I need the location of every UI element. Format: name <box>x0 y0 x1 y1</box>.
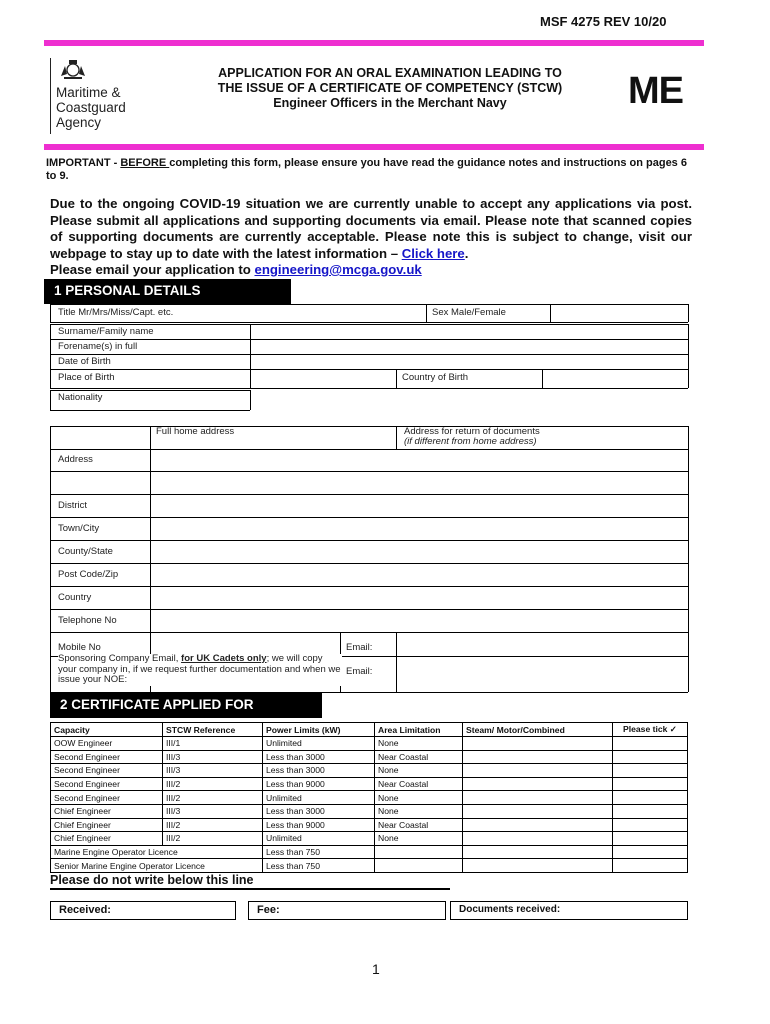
covid-text: Due to the ongoing COVID-19 situation we are currently unable to accept any applications via post. Please submit all applications and supporting documents via email. Please note that scanned copies of supporting documents are currently acceptable. Please note this is subject to change, visit our webpage to stay up to date with the latest information – <box>50 196 692 261</box>
table-row <box>51 818 688 832</box>
cell-tick-checkbox[interactable] <box>613 750 688 764</box>
table-row <box>51 804 688 818</box>
table-row <box>51 859 688 873</box>
cell-stcw: III/3 <box>163 804 263 818</box>
cell-stcw: III/2 <box>163 832 263 846</box>
cell-power: Unlimited <box>263 832 375 846</box>
cell-stcw: III/2 <box>163 818 263 832</box>
cell-power: Less than 3000 <box>263 750 375 764</box>
col-tick: Please tick ✓ <box>613 723 688 737</box>
cell-power: Unlimited <box>263 737 375 751</box>
covid-email-prefix: Please email your application to <box>50 262 255 277</box>
table-row <box>51 764 688 778</box>
nationality-label: Nationality <box>58 392 103 403</box>
cell-power: Less than 3000 <box>263 764 375 778</box>
county-label: County/State <box>58 546 113 557</box>
title-label: Title Mr/Mrs/Miss/Capt. etc. <box>58 307 174 318</box>
return-address-note: (if different from home address) <box>404 436 537 447</box>
cell-capacity: Second Engineer <box>51 764 163 778</box>
cell-power: Less than 9000 <box>263 777 375 791</box>
agency-logo <box>50 58 160 134</box>
full-home-address-label: Full home address <box>156 426 235 437</box>
cell-stcw: III/3 <box>163 750 263 764</box>
cell-tick-checkbox[interactable] <box>613 845 688 859</box>
surname-label: Surname/Family name <box>58 326 154 337</box>
cell-area <box>375 845 463 859</box>
cell-steam-motor-input[interactable] <box>463 777 613 791</box>
col-capacity: Capacity <box>51 723 163 737</box>
table-row <box>51 777 688 791</box>
cell-power: Less than 9000 <box>263 818 375 832</box>
cell-area: Near Coastal <box>375 750 463 764</box>
sponsor-email-label <box>58 654 342 686</box>
mobile-label: Mobile No <box>58 642 101 653</box>
logo-line-2: Coastguard <box>56 100 126 115</box>
royal-crest-icon <box>58 58 88 80</box>
sponsor-bold: for UK Cadets only <box>181 653 267 664</box>
sex-label: Sex Male/Female <box>432 307 506 318</box>
cell-steam-motor-input[interactable] <box>463 845 613 859</box>
sponsor-prefix: Sponsoring Company Email, <box>58 653 182 664</box>
covid-after-link: . <box>464 245 469 261</box>
cell-stcw: III/2 <box>163 791 263 805</box>
section-1-header: 1 PERSONAL DETAILS <box>44 279 291 304</box>
cell-steam-motor-input[interactable] <box>463 804 613 818</box>
engineering-email-link[interactable]: engineering@mcga.gov.uk <box>254 262 422 277</box>
cell-power: Less than 3000 <box>263 804 375 818</box>
col-area: Area Limitation <box>375 723 463 737</box>
cell-stcw: III/2 <box>163 777 263 791</box>
cell-power: Less than 750 <box>263 845 375 859</box>
cell-steam-motor-input[interactable] <box>463 818 613 832</box>
certificate-table <box>50 722 688 873</box>
cell-tick-checkbox[interactable] <box>613 859 688 873</box>
office-use-note: Please do not write below this line <box>50 873 254 887</box>
documents-received-field[interactable] <box>450 901 688 920</box>
table-row <box>51 750 688 764</box>
title-line-2: THE ISSUE OF A CERTIFICATE OF COMPETENCY (STCW) <box>217 81 563 95</box>
cell-area: None <box>375 791 463 805</box>
cell-steam-motor-input[interactable] <box>463 859 613 873</box>
cell-tick-checkbox[interactable] <box>613 764 688 778</box>
town-label: Town/City <box>58 523 100 534</box>
cell-tick-checkbox[interactable] <box>613 818 688 832</box>
cell-area: Near Coastal <box>375 777 463 791</box>
cell-area: None <box>375 737 463 751</box>
pob-label: Place of Birth <box>58 372 115 383</box>
email-label: Email: <box>346 642 373 653</box>
logo-line-3: Agency <box>56 115 102 130</box>
cell-capacity: OOW Engineer <box>51 737 163 751</box>
cell-capacity: Second Engineer <box>51 777 163 791</box>
col-power: Power Limits (kW) <box>263 723 375 737</box>
cell-steam-motor-input[interactable] <box>463 750 613 764</box>
cell-licence: Marine Engine Operator Licence <box>51 845 263 859</box>
cell-area: None <box>375 832 463 846</box>
cell-tick-checkbox[interactable] <box>613 791 688 805</box>
me-badge: ME <box>628 70 683 112</box>
click-here-link[interactable]: Click here <box>401 245 465 261</box>
received-field[interactable] <box>50 901 236 920</box>
cob-label: Country of Birth <box>402 372 468 383</box>
top-pink-divider <box>44 40 704 46</box>
cell-tick-checkbox[interactable] <box>613 737 688 751</box>
cell-licence: Senior Marine Engine Operator Licence <box>51 859 263 873</box>
cell-capacity: Second Engineer <box>51 750 163 764</box>
cell-steam-motor-input[interactable] <box>463 832 613 846</box>
cell-tick-checkbox[interactable] <box>613 777 688 791</box>
page-number: 1 <box>372 961 380 977</box>
cell-area: Near Coastal <box>375 818 463 832</box>
dob-label: Date of Birth <box>58 356 111 367</box>
important-rest: completing this form, please ensure you have read the guidance notes and instructions on pages 6 to 9. <box>46 157 687 182</box>
important-before: BEFORE <box>120 157 170 169</box>
bottom-pink-divider <box>44 144 704 150</box>
cell-capacity: Chief Engineer <box>51 804 163 818</box>
cell-area <box>375 859 463 873</box>
district-label: District <box>58 500 88 511</box>
cell-power: Unlimited <box>263 791 375 805</box>
cell-stcw: III/3 <box>163 764 263 778</box>
table-row <box>51 737 688 751</box>
table-row <box>51 791 688 805</box>
sponsor-email-field-label: Email: <box>346 666 373 677</box>
received-label: Received: <box>59 904 111 916</box>
cell-steam-motor-input[interactable] <box>463 791 613 805</box>
personal-details-grid <box>50 304 688 692</box>
table-row <box>51 832 688 846</box>
postcode-label: Post Code/Zip <box>58 569 119 580</box>
form-reference: MSF 4275 REV 10/20 <box>540 14 667 29</box>
cell-area: None <box>375 764 463 778</box>
table-header-row <box>51 723 688 737</box>
col-stcw: STCW Reference <box>163 723 263 737</box>
logo-line-1: Maritime & <box>56 85 121 100</box>
fee-field[interactable] <box>248 901 446 920</box>
country-label: Country <box>58 592 92 603</box>
office-divider <box>50 888 450 890</box>
form-title <box>170 66 610 111</box>
important-prefix: IMPORTANT - <box>46 157 121 169</box>
cell-capacity: Second Engineer <box>51 791 163 805</box>
important-notice <box>46 157 696 183</box>
cell-tick-checkbox[interactable] <box>613 832 688 846</box>
cell-capacity: Chief Engineer <box>51 818 163 832</box>
fee-label: Fee: <box>257 904 280 916</box>
cell-power: Less than 750 <box>263 859 375 873</box>
section-2-header: 2 CERTIFICATE APPLIED FOR <box>50 693 322 718</box>
telephone-label: Telephone No <box>58 615 117 626</box>
table-row <box>51 845 688 859</box>
cell-stcw: III/1 <box>163 737 263 751</box>
title-line-3: Engineer Officers in the Merchant Navy <box>273 96 507 110</box>
cell-tick-checkbox[interactable] <box>613 804 688 818</box>
forenames-label: Forename(s) in full <box>58 341 138 352</box>
cell-steam-motor-input[interactable] <box>463 737 613 751</box>
return-address-label: Address for return of documents <box>404 426 540 437</box>
sponsor-rest: ; we will copy your company in, if we request further documentation and when we issue your NOE: <box>58 653 341 685</box>
documents-received-label: Documents received: <box>459 904 561 915</box>
cell-area: None <box>375 804 463 818</box>
covid-notice <box>50 196 692 279</box>
title-line-1: APPLICATION FOR AN ORAL EXAMINATION LEADING TO <box>218 66 562 80</box>
cell-capacity: Chief Engineer <box>51 832 163 846</box>
address-label: Address <box>58 454 93 465</box>
cell-steam-motor-input[interactable] <box>463 764 613 778</box>
col-steam-motor: Steam/ Motor/Combined <box>463 723 613 737</box>
